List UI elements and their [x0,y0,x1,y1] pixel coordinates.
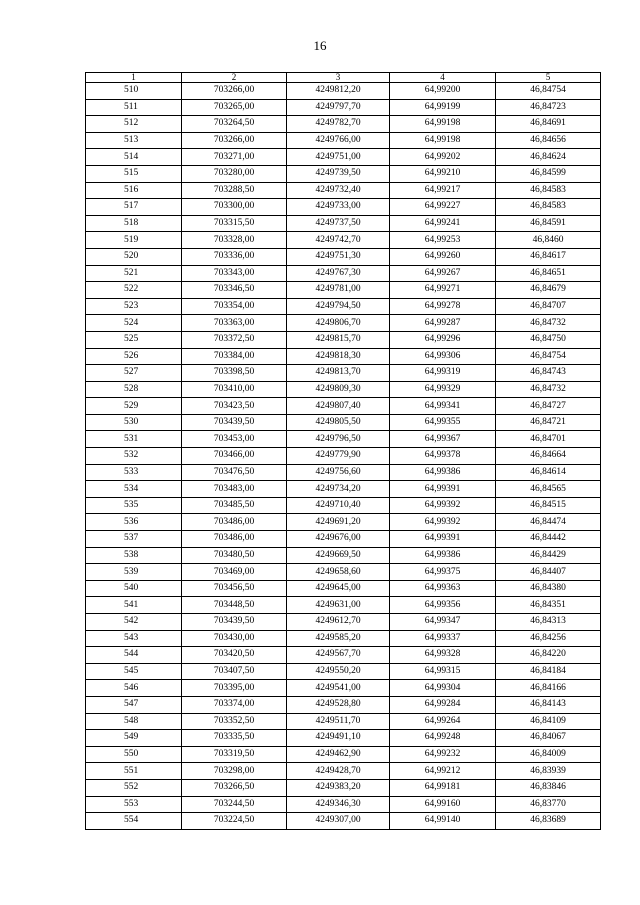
longitude-cell: 64,99198 [390,132,496,149]
latitude-cell: 46,83770 [496,796,601,813]
latitude-cell: 46,83846 [496,779,601,796]
point-number-cell: 554 [86,813,182,830]
longitude-cell: 64,99232 [390,746,496,763]
y-coordinate-cell: 4249585,20 [287,630,390,647]
x-coordinate-cell: 703483,00 [182,481,287,498]
x-coordinate-cell: 703439,50 [182,614,287,631]
point-number-cell: 550 [86,746,182,763]
x-coordinate-cell: 703224,50 [182,813,287,830]
y-coordinate-cell: 4249528,80 [287,696,390,713]
x-coordinate-cell: 703363,00 [182,315,287,332]
table-row [86,696,601,713]
latitude-cell: 46,84656 [496,132,601,149]
table-row [86,730,601,747]
y-coordinate-cell: 4249815,70 [287,331,390,348]
x-coordinate-cell: 703352,50 [182,713,287,730]
table-row [86,365,601,382]
point-number-cell: 553 [86,796,182,813]
latitude-cell: 46,84067 [496,730,601,747]
point-number-cell: 535 [86,497,182,514]
point-number-cell: 516 [86,182,182,199]
point-number-cell: 543 [86,630,182,647]
longitude-cell: 64,99306 [390,348,496,365]
point-number-cell: 519 [86,232,182,249]
table-row [86,647,601,664]
point-number-cell: 523 [86,298,182,315]
x-coordinate-cell: 703288,50 [182,182,287,199]
table-row [86,531,601,548]
latitude-cell: 46,84442 [496,531,601,548]
table-body [86,83,601,830]
y-coordinate-cell: 4249710,40 [287,497,390,514]
point-number-cell: 520 [86,248,182,265]
table-row [86,614,601,631]
latitude-cell: 46,84664 [496,448,601,465]
latitude-cell: 46,84474 [496,514,601,531]
table-row [86,813,601,830]
longitude-cell: 64,99375 [390,564,496,581]
y-coordinate-cell: 4249751,30 [287,248,390,265]
table-row [86,663,601,680]
y-coordinate-cell: 4249797,70 [287,99,390,116]
latitude-cell: 46,84583 [496,182,601,199]
x-coordinate-cell: 703384,00 [182,348,287,365]
x-coordinate-cell: 703319,50 [182,746,287,763]
x-coordinate-cell: 703266,50 [182,779,287,796]
longitude-cell: 64,99217 [390,182,496,199]
y-coordinate-cell: 4249734,20 [287,481,390,498]
x-coordinate-cell: 703486,00 [182,514,287,531]
table-row [86,431,601,448]
longitude-cell: 64,99391 [390,481,496,498]
longitude-cell: 64,99140 [390,813,496,830]
latitude-cell: 46,84754 [496,348,601,365]
latitude-cell: 46,84583 [496,199,601,216]
x-coordinate-cell: 703395,00 [182,680,287,697]
point-number-cell: 524 [86,315,182,332]
latitude-cell: 46,84313 [496,614,601,631]
x-coordinate-cell: 703315,50 [182,215,287,232]
longitude-cell: 64,99278 [390,298,496,315]
longitude-cell: 64,99328 [390,647,496,664]
x-coordinate-cell: 703300,00 [182,199,287,216]
x-coordinate-cell: 703448,50 [182,597,287,614]
x-coordinate-cell: 703423,50 [182,398,287,415]
table-row [86,630,601,647]
point-number-cell: 542 [86,614,182,631]
point-number-cell: 529 [86,398,182,415]
y-coordinate-cell: 4249631,00 [287,597,390,614]
x-coordinate-cell: 703280,00 [182,165,287,182]
x-coordinate-cell: 703266,00 [182,83,287,100]
point-number-cell: 513 [86,132,182,149]
table-row [86,199,601,216]
table-header-row [86,73,601,83]
table-row [86,713,601,730]
y-coordinate-cell: 4249658,60 [287,564,390,581]
header-col-1: 1 [86,73,182,83]
latitude-cell: 46,84429 [496,547,601,564]
latitude-cell: 46,84732 [496,315,601,332]
x-coordinate-cell: 703298,00 [182,763,287,780]
latitude-cell: 46,84565 [496,481,601,498]
table-row [86,779,601,796]
y-coordinate-cell: 4249796,50 [287,431,390,448]
latitude-cell: 46,84707 [496,298,601,315]
point-number-cell: 539 [86,564,182,581]
table-row [86,448,601,465]
point-number-cell: 549 [86,730,182,747]
y-coordinate-cell: 4249767,30 [287,265,390,282]
y-coordinate-cell: 4249813,70 [287,365,390,382]
table-row [86,414,601,431]
longitude-cell: 64,99181 [390,779,496,796]
point-number-cell: 528 [86,381,182,398]
y-coordinate-cell: 4249491,10 [287,730,390,747]
point-number-cell: 527 [86,365,182,382]
point-number-cell: 515 [86,165,182,182]
latitude-cell: 46,84624 [496,149,601,166]
longitude-cell: 64,99212 [390,763,496,780]
point-number-cell: 538 [86,547,182,564]
latitude-cell: 46,84256 [496,630,601,647]
point-number-cell: 521 [86,265,182,282]
longitude-cell: 64,99296 [390,331,496,348]
x-coordinate-cell: 703328,00 [182,232,287,249]
table-row [86,83,601,100]
y-coordinate-cell: 4249794,50 [287,298,390,315]
longitude-cell: 64,99253 [390,232,496,249]
latitude-cell: 46,84701 [496,431,601,448]
point-number-cell: 532 [86,448,182,465]
point-number-cell: 518 [86,215,182,232]
longitude-cell: 64,99284 [390,696,496,713]
latitude-cell: 46,84727 [496,398,601,415]
y-coordinate-cell: 4249691,20 [287,514,390,531]
point-number-cell: 545 [86,663,182,680]
latitude-cell: 46,84723 [496,99,601,116]
longitude-cell: 64,99267 [390,265,496,282]
x-coordinate-cell: 703264,50 [182,116,287,133]
longitude-cell: 64,99392 [390,497,496,514]
longitude-cell: 64,99378 [390,448,496,465]
table-row [86,232,601,249]
table-row [86,265,601,282]
table-row [86,315,601,332]
x-coordinate-cell: 703398,50 [182,365,287,382]
x-coordinate-cell: 703439,50 [182,414,287,431]
coordinates-table [85,72,601,830]
x-coordinate-cell: 703469,00 [182,564,287,581]
x-coordinate-cell: 703466,00 [182,448,287,465]
longitude-cell: 64,99337 [390,630,496,647]
y-coordinate-cell: 4249550,20 [287,663,390,680]
latitude-cell: 46,84750 [496,331,601,348]
longitude-cell: 64,99319 [390,365,496,382]
page-number: 16 [313,38,327,53]
longitude-cell: 64,99347 [390,614,496,631]
table-row [86,298,601,315]
y-coordinate-cell: 4249737,50 [287,215,390,232]
point-number-cell: 525 [86,331,182,348]
latitude-cell: 46,84407 [496,564,601,581]
y-coordinate-cell: 4249807,40 [287,398,390,415]
table-row [86,116,601,133]
x-coordinate-cell: 703374,00 [182,696,287,713]
point-number-cell: 514 [86,149,182,166]
y-coordinate-cell: 4249818,30 [287,348,390,365]
y-coordinate-cell: 4249779,90 [287,448,390,465]
longitude-cell: 64,99367 [390,431,496,448]
point-number-cell: 522 [86,282,182,299]
latitude-cell: 46,83689 [496,813,601,830]
y-coordinate-cell: 4249676,00 [287,531,390,548]
table-row [86,182,601,199]
table-row [86,680,601,697]
y-coordinate-cell: 4249739,50 [287,165,390,182]
point-number-cell: 541 [86,597,182,614]
header-col-3: 3 [287,73,390,83]
table-row [86,514,601,531]
latitude-cell: 46,84109 [496,713,601,730]
x-coordinate-cell: 703336,00 [182,248,287,265]
longitude-cell: 64,99363 [390,580,496,597]
y-coordinate-cell: 4249742,70 [287,232,390,249]
point-number-cell: 530 [86,414,182,431]
table-row [86,398,601,415]
x-coordinate-cell: 703485,50 [182,497,287,514]
x-coordinate-cell: 703266,00 [182,132,287,149]
table-row [86,497,601,514]
latitude-cell: 46,84143 [496,696,601,713]
latitude-cell: 46,84721 [496,414,601,431]
x-coordinate-cell: 703407,50 [182,663,287,680]
longitude-cell: 64,99160 [390,796,496,813]
x-coordinate-cell: 703486,00 [182,531,287,548]
point-number-cell: 537 [86,531,182,548]
table-row [86,132,601,149]
latitude-cell: 46,84743 [496,365,601,382]
point-number-cell: 526 [86,348,182,365]
longitude-cell: 64,99341 [390,398,496,415]
point-number-cell: 536 [86,514,182,531]
latitude-cell: 46,84591 [496,215,601,232]
latitude-cell: 46,84166 [496,680,601,697]
header-col-4: 4 [390,73,496,83]
latitude-cell: 46,84691 [496,116,601,133]
y-coordinate-cell: 4249383,20 [287,779,390,796]
x-coordinate-cell: 703420,50 [182,647,287,664]
point-number-cell: 540 [86,580,182,597]
latitude-cell: 46,84651 [496,265,601,282]
longitude-cell: 64,99386 [390,547,496,564]
point-number-cell: 544 [86,647,182,664]
longitude-cell: 64,99271 [390,282,496,299]
latitude-cell: 46,84184 [496,663,601,680]
longitude-cell: 64,99356 [390,597,496,614]
longitude-cell: 64,99304 [390,680,496,697]
table-row [86,746,601,763]
longitude-cell: 64,99198 [390,116,496,133]
latitude-cell: 46,84009 [496,746,601,763]
longitude-cell: 64,99386 [390,464,496,481]
point-number-cell: 548 [86,713,182,730]
x-coordinate-cell: 703346,50 [182,282,287,299]
latitude-cell: 46,84617 [496,248,601,265]
table-row [86,149,601,166]
y-coordinate-cell: 4249733,00 [287,199,390,216]
x-coordinate-cell: 703372,50 [182,331,287,348]
longitude-cell: 64,99248 [390,730,496,747]
longitude-cell: 64,99392 [390,514,496,531]
y-coordinate-cell: 4249812,20 [287,83,390,100]
table-row [86,99,601,116]
point-number-cell: 510 [86,83,182,100]
x-coordinate-cell: 703335,50 [182,730,287,747]
table-row [86,331,601,348]
latitude-cell: 46,84754 [496,83,601,100]
point-number-cell: 546 [86,680,182,697]
longitude-cell: 64,99264 [390,713,496,730]
y-coordinate-cell: 4249567,70 [287,647,390,664]
y-coordinate-cell: 4249346,30 [287,796,390,813]
x-coordinate-cell: 703244,50 [182,796,287,813]
table-row [86,597,601,614]
longitude-cell: 64,99260 [390,248,496,265]
point-number-cell: 512 [86,116,182,133]
latitude-cell: 46,84614 [496,464,601,481]
longitude-cell: 64,99200 [390,83,496,100]
x-coordinate-cell: 703265,00 [182,99,287,116]
latitude-cell: 46,84515 [496,497,601,514]
point-number-cell: 533 [86,464,182,481]
longitude-cell: 64,99199 [390,99,496,116]
y-coordinate-cell: 4249732,40 [287,182,390,199]
x-coordinate-cell: 703410,00 [182,381,287,398]
latitude-cell: 46,84220 [496,647,601,664]
point-number-cell: 552 [86,779,182,796]
latitude-cell: 46,83939 [496,763,601,780]
x-coordinate-cell: 703430,00 [182,630,287,647]
x-coordinate-cell: 703271,00 [182,149,287,166]
table-row [86,547,601,564]
x-coordinate-cell: 703453,00 [182,431,287,448]
y-coordinate-cell: 4249806,70 [287,315,390,332]
y-coordinate-cell: 4249766,00 [287,132,390,149]
longitude-cell: 64,99329 [390,381,496,398]
y-coordinate-cell: 4249781,00 [287,282,390,299]
y-coordinate-cell: 4249782,70 [287,116,390,133]
y-coordinate-cell: 4249645,00 [287,580,390,597]
y-coordinate-cell: 4249511,70 [287,713,390,730]
table-row [86,348,601,365]
y-coordinate-cell: 4249307,00 [287,813,390,830]
longitude-cell: 64,99241 [390,215,496,232]
y-coordinate-cell: 4249751,00 [287,149,390,166]
x-coordinate-cell: 703480,50 [182,547,287,564]
table-row [86,215,601,232]
header-col-5: 5 [496,73,601,83]
y-coordinate-cell: 4249669,50 [287,547,390,564]
latitude-cell: 46,84380 [496,580,601,597]
y-coordinate-cell: 4249805,50 [287,414,390,431]
x-coordinate-cell: 703476,50 [182,464,287,481]
table-row [86,464,601,481]
y-coordinate-cell: 4249541,00 [287,680,390,697]
y-coordinate-cell: 4249809,30 [287,381,390,398]
y-coordinate-cell: 4249462,90 [287,746,390,763]
x-coordinate-cell: 703456,50 [182,580,287,597]
point-number-cell: 534 [86,481,182,498]
table-row [86,580,601,597]
longitude-cell: 64,99202 [390,149,496,166]
table-row [86,381,601,398]
table-row [86,763,601,780]
longitude-cell: 64,99355 [390,414,496,431]
table-row [86,796,601,813]
longitude-cell: 64,99227 [390,199,496,216]
point-number-cell: 517 [86,199,182,216]
table-row [86,165,601,182]
y-coordinate-cell: 4249428,70 [287,763,390,780]
latitude-cell: 46,8460 [496,232,601,249]
longitude-cell: 64,99287 [390,315,496,332]
longitude-cell: 64,99210 [390,165,496,182]
table-row [86,481,601,498]
header-col-2: 2 [182,73,287,83]
latitude-cell: 46,84599 [496,165,601,182]
point-number-cell: 531 [86,431,182,448]
y-coordinate-cell: 4249612,70 [287,614,390,631]
point-number-cell: 547 [86,696,182,713]
latitude-cell: 46,84679 [496,282,601,299]
longitude-cell: 64,99391 [390,531,496,548]
table-row [86,564,601,581]
table-row [86,282,601,299]
latitude-cell: 46,84732 [496,381,601,398]
y-coordinate-cell: 4249756,60 [287,464,390,481]
table-row [86,248,601,265]
x-coordinate-cell: 703343,00 [182,265,287,282]
point-number-cell: 511 [86,99,182,116]
point-number-cell: 551 [86,763,182,780]
x-coordinate-cell: 703354,00 [182,298,287,315]
latitude-cell: 46,84351 [496,597,601,614]
longitude-cell: 64,99315 [390,663,496,680]
